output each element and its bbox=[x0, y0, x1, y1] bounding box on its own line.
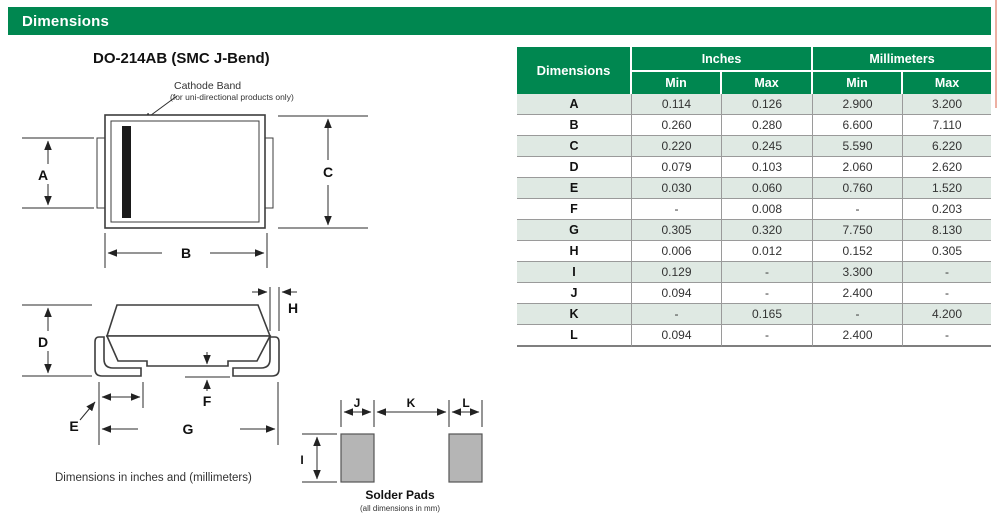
cell-in-min: 0.114 bbox=[632, 94, 722, 115]
dim-label-l: L bbox=[462, 396, 470, 410]
dimensions-table-container bbox=[517, 47, 991, 347]
cell-in-max: - bbox=[722, 325, 813, 347]
table-row bbox=[517, 304, 991, 325]
cell-mm-min: 6.600 bbox=[813, 115, 903, 136]
table-row bbox=[517, 325, 991, 347]
cell-in-min: 0.094 bbox=[632, 325, 722, 347]
cell-mm-max: 7.110 bbox=[903, 115, 991, 136]
table-row bbox=[517, 115, 991, 136]
cell-mm-min: 0.760 bbox=[813, 178, 903, 199]
dim-label-c: C bbox=[322, 164, 334, 180]
table-row bbox=[517, 199, 991, 220]
dim-label-h: H bbox=[287, 300, 299, 316]
side-view-body-top bbox=[107, 305, 270, 336]
side-view-body-bottom bbox=[107, 336, 270, 366]
section-title: Dimensions bbox=[22, 12, 110, 30]
dim-label-a: A bbox=[37, 167, 49, 183]
solder-pads-note: (all dimensions in mm) bbox=[359, 504, 441, 513]
dim-label-k: K bbox=[406, 396, 416, 410]
cell-in-min: 0.129 bbox=[632, 262, 722, 283]
drawing-title: DO-214AB (SMC J-Bend) bbox=[93, 50, 270, 67]
table-row bbox=[517, 157, 991, 178]
cell-dimension: H bbox=[517, 241, 632, 262]
cell-in-min: 0.305 bbox=[632, 220, 722, 241]
table-row bbox=[517, 262, 991, 283]
cell-in-min: 0.006 bbox=[632, 241, 722, 262]
dim-label-f: F bbox=[202, 393, 212, 409]
cell-in-max: 0.008 bbox=[722, 199, 813, 220]
dim-label-b: B bbox=[180, 245, 192, 261]
cell-in-max: 0.245 bbox=[722, 136, 813, 157]
table-row bbox=[517, 136, 991, 157]
cell-dimension: A bbox=[517, 94, 632, 115]
cell-in-min: - bbox=[632, 304, 722, 325]
cell-dimension: G bbox=[517, 220, 632, 241]
cell-mm-max: 8.130 bbox=[903, 220, 991, 241]
cathode-band bbox=[122, 126, 131, 218]
cell-in-max: - bbox=[722, 262, 813, 283]
cell-dimension: F bbox=[517, 199, 632, 220]
cell-mm-max: - bbox=[903, 262, 991, 283]
cell-in-max: 0.126 bbox=[722, 94, 813, 115]
col-header-dimensions: Dimensions bbox=[517, 47, 632, 94]
table-row bbox=[517, 178, 991, 199]
cathode-band-note: (for uni-directional products only) bbox=[170, 92, 294, 102]
cell-in-min: 0.260 bbox=[632, 115, 722, 136]
cell-mm-min: 2.900 bbox=[813, 94, 903, 115]
cell-dimension: L bbox=[517, 325, 632, 347]
dim-label-g: G bbox=[182, 421, 194, 437]
sub-header-mm-min: Min bbox=[813, 72, 903, 94]
dim-label-d: D bbox=[37, 334, 49, 350]
table-row bbox=[517, 220, 991, 241]
solder-pad-left bbox=[341, 434, 374, 482]
cell-mm-min: - bbox=[813, 199, 903, 220]
units-note: Dimensions in inches and (millimeters) bbox=[55, 472, 252, 484]
cell-mm-min: 2.400 bbox=[813, 283, 903, 304]
sub-header-in-max: Max bbox=[722, 72, 813, 94]
cell-in-min: - bbox=[632, 199, 722, 220]
cell-in-min: 0.079 bbox=[632, 157, 722, 178]
cell-dimension: C bbox=[517, 136, 632, 157]
cell-dimension: K bbox=[517, 304, 632, 325]
cell-dimension: I bbox=[517, 262, 632, 283]
cell-mm-min: 2.060 bbox=[813, 157, 903, 178]
cell-in-max: 0.280 bbox=[722, 115, 813, 136]
cell-in-max: 0.012 bbox=[722, 241, 813, 262]
group-header-inches: Inches bbox=[632, 47, 813, 72]
cell-mm-max: 1.520 bbox=[903, 178, 991, 199]
cell-mm-max: 4.200 bbox=[903, 304, 991, 325]
cell-mm-min: 0.152 bbox=[813, 241, 903, 262]
cell-mm-max: 3.200 bbox=[903, 94, 991, 115]
cell-mm-max: 0.305 bbox=[903, 241, 991, 262]
cell-dimension: E bbox=[517, 178, 632, 199]
e-leader-line bbox=[80, 402, 95, 420]
cell-dimension: D bbox=[517, 157, 632, 178]
top-view-right-lead bbox=[265, 138, 273, 208]
table-row bbox=[517, 241, 991, 262]
cell-in-max: 0.103 bbox=[722, 157, 813, 178]
dim-label-i: I bbox=[300, 453, 304, 467]
cell-in-min: 0.030 bbox=[632, 178, 722, 199]
cell-in-max: 0.165 bbox=[722, 304, 813, 325]
cell-mm-max: 2.620 bbox=[903, 157, 991, 178]
cell-dimension: J bbox=[517, 283, 632, 304]
cell-mm-min: 2.400 bbox=[813, 325, 903, 347]
cell-in-max: 0.060 bbox=[722, 178, 813, 199]
cell-mm-max: 6.220 bbox=[903, 136, 991, 157]
cell-in-min: 0.094 bbox=[632, 283, 722, 304]
top-view-left-lead bbox=[97, 138, 105, 208]
cell-in-min: 0.220 bbox=[632, 136, 722, 157]
cell-mm-min: 5.590 bbox=[813, 136, 903, 157]
group-header-millimeters: Millimeters bbox=[813, 47, 991, 72]
solder-pad-right bbox=[449, 434, 482, 482]
table-row bbox=[517, 283, 991, 304]
cell-mm-max: 0.203 bbox=[903, 199, 991, 220]
cathode-band-label: Cathode Band bbox=[174, 80, 242, 92]
cell-in-max: - bbox=[722, 283, 813, 304]
sub-header-in-min: Min bbox=[632, 72, 722, 94]
cell-mm-min: 7.750 bbox=[813, 220, 903, 241]
sub-header-mm-max: Max bbox=[903, 72, 991, 94]
cell-mm-min: 3.300 bbox=[813, 262, 903, 283]
dim-label-j: J bbox=[353, 396, 361, 410]
cell-in-max: 0.320 bbox=[722, 220, 813, 241]
cell-mm-max: - bbox=[903, 283, 991, 304]
cell-mm-max: - bbox=[903, 325, 991, 347]
dimensions-table bbox=[517, 47, 991, 347]
page-edge-artifact bbox=[995, 0, 997, 108]
cell-dimension: B bbox=[517, 115, 632, 136]
cell-mm-min: - bbox=[813, 304, 903, 325]
top-view-body-inner bbox=[111, 121, 259, 222]
dim-label-e: E bbox=[69, 418, 79, 434]
table-row bbox=[517, 94, 991, 115]
solder-pads-title: Solder Pads bbox=[365, 488, 435, 502]
